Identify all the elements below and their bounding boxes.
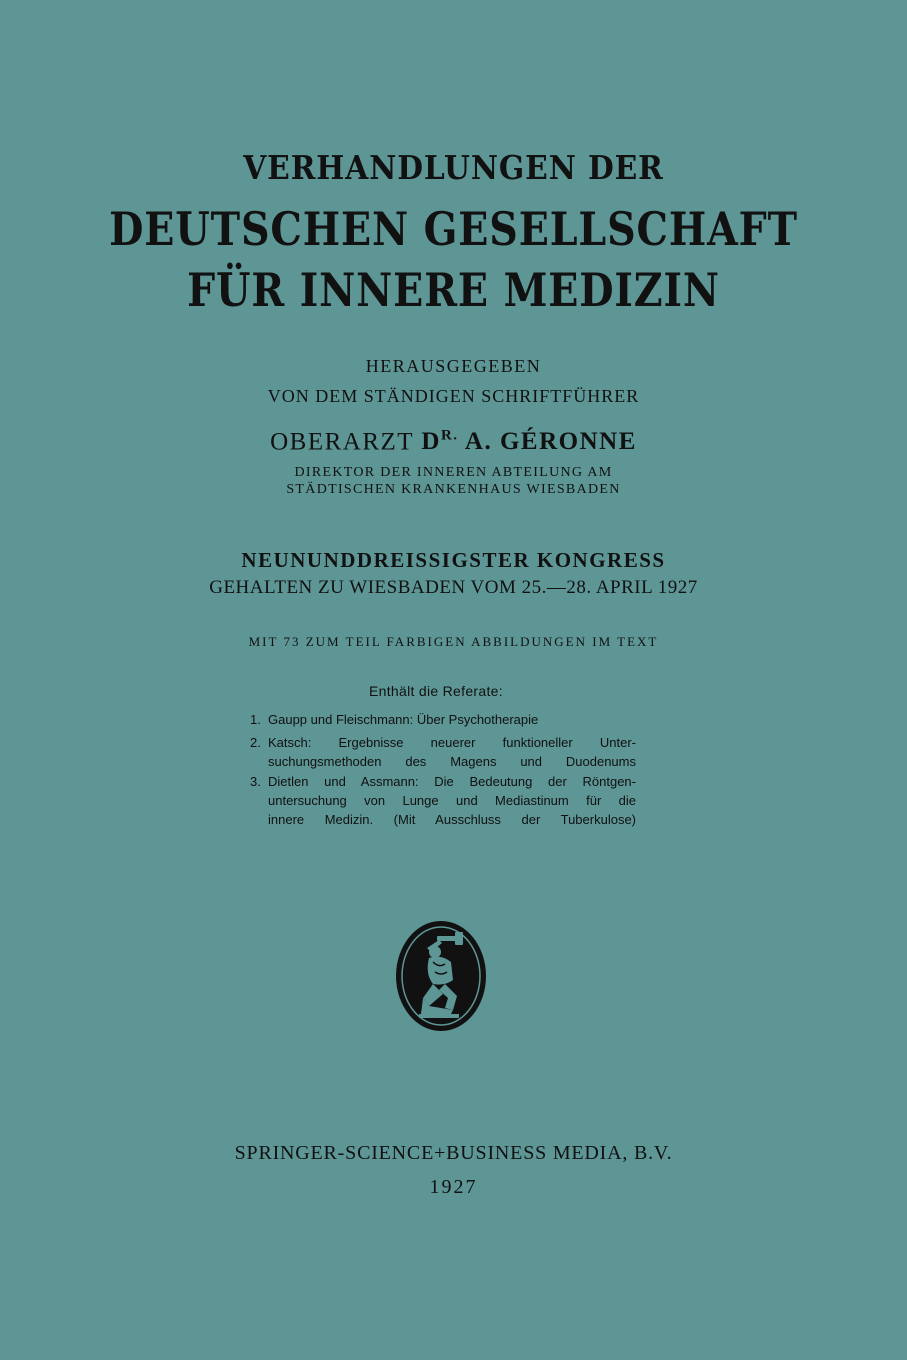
title-line-3: FÜR INNERE MEDIZIN — [187, 263, 720, 317]
editor-name — [0, 428, 907, 456]
contents-heading: Enthält die Referate: — [369, 683, 503, 699]
contents-item-line: Dietlen und Assmann: Die Bedeutung der Röntgen- — [268, 774, 636, 789]
contents-item-text — [268, 772, 636, 829]
contents-item-number: 1. — [250, 712, 261, 727]
editor-dr-sup: R. — [440, 428, 459, 444]
springer-knight-emblem-icon — [393, 918, 489, 1038]
congress-details: GEHALTEN ZU WIESBADEN VOM 25.—28. APRIL 1927 — [209, 577, 698, 598]
contents-item-line: untersuchung von Lunge und Mediastinum für die — [268, 793, 636, 808]
edited-by-role: VON DEM STÄNDIGEN SCHRIFTFÜHRER — [267, 386, 640, 406]
editor-prefix: OBERARZT — [270, 428, 414, 456]
contents-item-line: Gaupp und Fleischmann: Über Psychotherapie — [268, 712, 539, 727]
contents-item-text — [268, 710, 636, 729]
editor-dr: D — [421, 428, 441, 456]
contents-item-text — [268, 733, 636, 771]
editor-description-line-2: STÄDTISCHEN KRANKENHAUS WIESBADEN — [286, 482, 621, 497]
editor-name-text: A. GÉRONNE — [464, 428, 637, 456]
illustrations-note: MIT 73 ZUM TEIL FARBIGEN ABBILDUNGEN IM TEXT — [248, 634, 659, 649]
title-line-1: VERHANDLUNGEN DER — [243, 148, 664, 187]
edited-by-label: HERAUSGEGEBEN — [365, 356, 542, 376]
publication-year: 1927 — [429, 1176, 478, 1198]
congress-title: NEUNUNDDREISSIGSTER KONGRESS — [241, 548, 666, 572]
contents-item-line: Katsch: Ergebnisse neuerer funktioneller Unter- — [268, 735, 636, 750]
editor-description-line-1: DIREKTOR DER INNEREN ABTEILUNG AM — [294, 465, 613, 480]
contents-item-number: 2. — [250, 735, 261, 750]
contents-item-number: 3. — [250, 774, 261, 789]
contents-item-line: suchungsmethoden des Magens und Duodenums — [268, 754, 636, 769]
contents-item-line: innere Medizin. (Mit Ausschluss der Tuberkulose) — [268, 812, 636, 827]
title-line-2: DEUTSCHEN GESELLSCHAFT — [109, 202, 798, 256]
publisher: SPRINGER-SCIENCE+BUSINESS MEDIA, B.V. — [234, 1142, 673, 1164]
